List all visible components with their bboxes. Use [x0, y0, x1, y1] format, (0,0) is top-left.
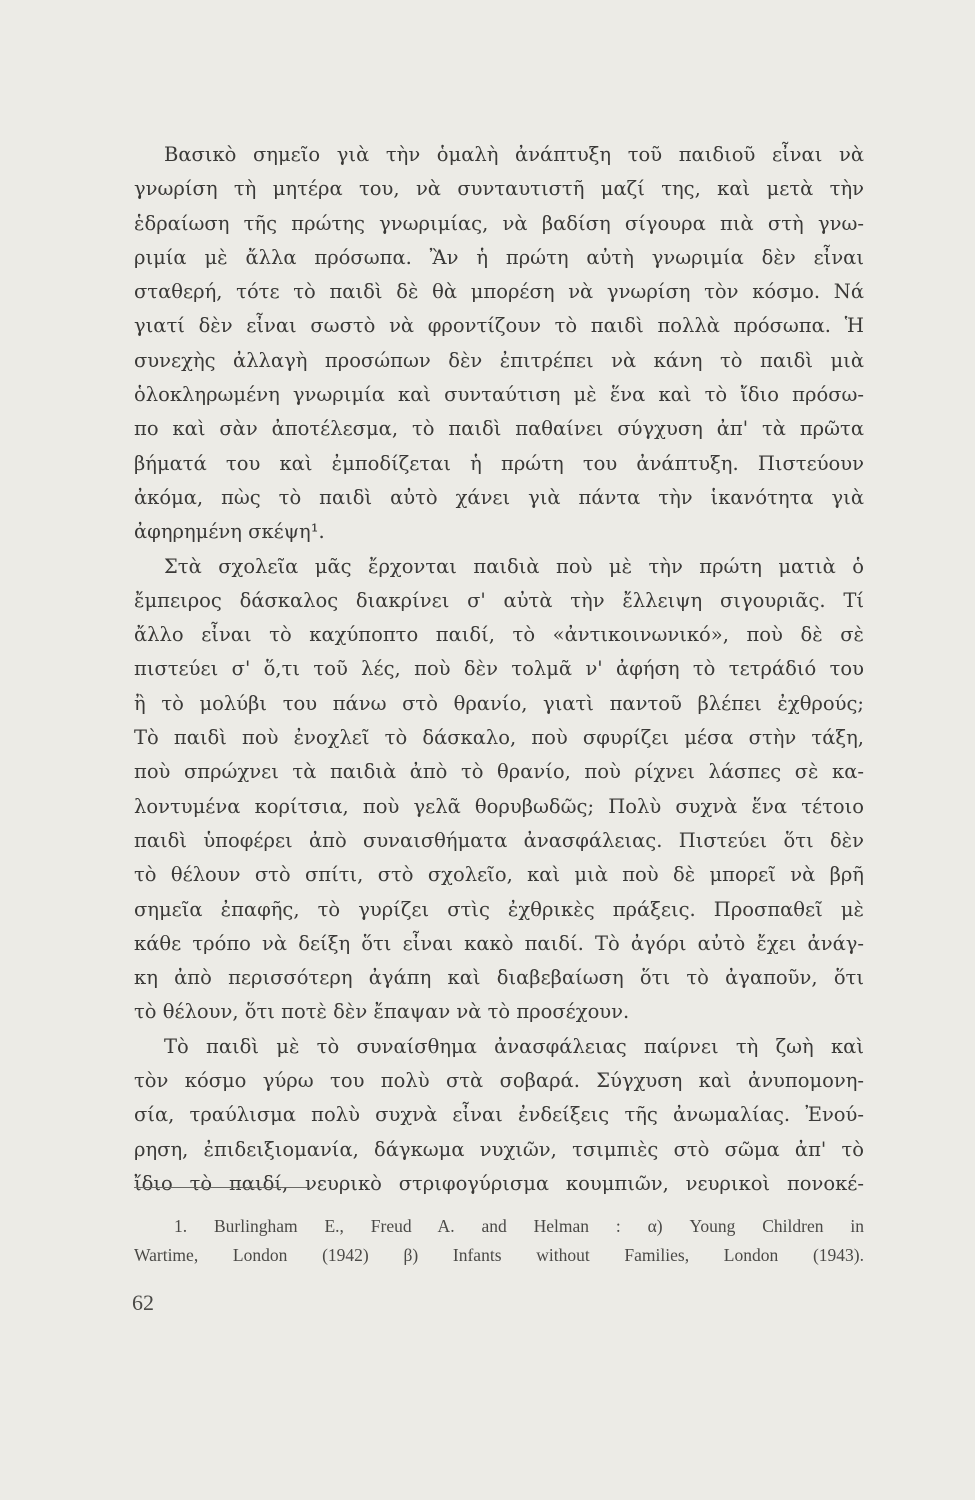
page-number: 62: [132, 1290, 154, 1315]
text-line: ἄλλο εἶναι τὸ καχύποπτο παιδί, τὸ «ἀντικοινωνικό», ποὺ δὲ σὲ: [134, 623, 864, 647]
text-line: σημεῖα ἐπαφῆς, τὸ γυρίζει στὶς ἐχθρικὲς πράξεις. Προσπαθεῖ μὲ: [134, 897, 864, 921]
text-line: πιστεύει σ' ὅ,τι τοῦ λές, ποὺ δὲν τολμᾶ ν' ἀφήση τὸ τετράδιό του: [134, 657, 864, 681]
text-line: κάθε τρόπο νὰ δείξη ὅτι εἶναι κακὸ παιδί. Τὸ ἀγόρι αὐτὸ ἔχει ἀνάγ-: [134, 931, 864, 955]
footnote-line: Wartime, London (1942) β) Infants without Families, London (1943).: [134, 1245, 864, 1265]
text-line: ἀφηρημένη σκέψη¹.: [134, 520, 325, 544]
text-line: ρηση, ἐπιδειξιομανία, δάγκωμα νυχιῶν, τσιμπιὲς στὸ σῶμα ἀπ' τὸ: [134, 1137, 864, 1161]
text-line: σταθερή, τότε τὸ παιδὶ δὲ θὰ μπορέση νὰ γνωρίση τὸν κόσμο. Νά: [134, 280, 864, 304]
footnote-divider: [134, 1187, 310, 1188]
text-line: ἔμπειρος δάσκαλος διακρίνει σ' αὐτὰ τὴν ἔλλειψη σιγουριᾶς. Τί: [134, 588, 864, 612]
text-line: βήματά του καὶ ἐμποδίζεται ἡ πρώτη του ἀνάπτυξη. Πιστεύουν: [134, 451, 864, 475]
text-line: πο καὶ σὰν ἀποτέλεσμα, τὸ παιδὶ παθαίνει σύγχυση ἀπ' τὰ πρῶτα: [134, 417, 864, 441]
text-line: τὸ θέλουν, ὅτι ποτὲ δὲν ἔπαψαν νὰ τὸ προσέχουν.: [134, 1000, 630, 1024]
body-text: [134, 138, 864, 1201]
text-line: παιδὶ ὑποφέρει ἀπὸ συναισθήματα ἀνασφάλειας. Πιστεύει ὅτι δὲν: [134, 828, 864, 852]
text-line: Βασικὸ σημεῖο γιὰ τὴν ὁμαλὴ ἀνάπτυξη τοῦ παιδιοῦ εἶναι νὰ: [164, 143, 864, 166]
text-line: ἢ τὸ μολύβι του πάνω στὸ θρανίο, γιατὶ παντοῦ βλέπει ἐχθρούς;: [134, 691, 864, 715]
text-line: ἴδιο τὸ παιδί, νευρικὸ στριφογύρισμα κουμπιῶν, νευρικοὶ πονοκέ-: [134, 1171, 864, 1195]
text-line: σία, τραύλισμα πολὺ συχνὰ εἶναι ἐνδείξεις τῆς ἀνωμαλίας. Ἐνού-: [134, 1103, 864, 1127]
text-line: γνωρίση τὴ μητέρα του, νὰ συνταυτιστῆ μαζί της, καὶ μετὰ τὴν: [134, 177, 864, 201]
text-line: γιατί δὲν εἶναι σωστὸ νὰ φροντίζουν τὸ παιδὶ πολλὰ πρόσωπα. Ἡ: [134, 314, 864, 338]
text-line: συνεχὴς ἀλλαγὴ προσώπων δὲν ἐπιτρέπει νὰ κάνη τὸ παιδὶ μιὰ: [134, 348, 864, 372]
text-line: ποὺ σπρώχνει τὰ παιδιὰ ἀπὸ τὸ θρανίο, ποὺ ρίχνει λάσπες σὲ κα-: [134, 760, 864, 784]
text-line: ἀκόμα, πὼς τὸ παιδὶ αὐτὸ χάνει γιὰ πάντα τὴν ἱκανότητα γιὰ: [134, 485, 864, 509]
text-line: τὸ θέλουν στὸ σπίτι, στὸ σχολεῖο, καὶ μιὰ ποὺ δὲ μπορεῖ νὰ βρῆ: [134, 863, 864, 887]
text-line: ὁλοκληρωμένη γνωριμία καὶ συνταύτιση μὲ ἕνα καὶ τὸ ἴδιο πρόσω-: [134, 383, 864, 407]
text-line: κη ἀπὸ περισσότερη ἀγάπη καὶ διαβεβαίωση ὅτι τὸ ἀγαποῦν, ὅτι: [134, 966, 864, 990]
footnote-line: 1. Burlingham E., Freud A. and Helman : α) Young Children in: [174, 1216, 864, 1236]
text-line: Τὸ παιδὶ μὲ τὸ συναίσθημα ἀνασφάλειας παίρνει τὴ ζωὴ καὶ: [164, 1034, 864, 1058]
text-line: Τὸ παιδὶ ποὺ ἐνοχλεῖ τὸ δάσκαλο, ποὺ σφυρίζει μέσα στὴν τάξη,: [134, 726, 864, 750]
footnote: [134, 1212, 864, 1270]
text-line: Στὰ σχολεῖα μᾶς ἔρχονται παιδιὰ ποὺ μὲ τὴν πρώτη ματιὰ ὁ: [164, 554, 864, 578]
text-line: ριμία μὲ ἄλλα πρόσωπα. Ἂν ἡ πρώτη αὐτὴ γνωριμία δὲν εἶναι: [134, 245, 864, 269]
text-line: τὸν κόσμο γύρω του πολὺ στὰ σοβαρά. Σύγχυση καὶ ἀνυπομονη-: [134, 1069, 864, 1093]
text-line: ἑδραίωση τῆς πρώτης γνωριμίας, νὰ βαδίση σίγουρα πιὰ στὴ γνω-: [134, 211, 864, 235]
text-line: λοντυμένα κορίτσια, ποὺ γελᾶ θορυβωδῶς; Πολὺ συχνὰ ἕνα τέτοιο: [134, 794, 864, 818]
